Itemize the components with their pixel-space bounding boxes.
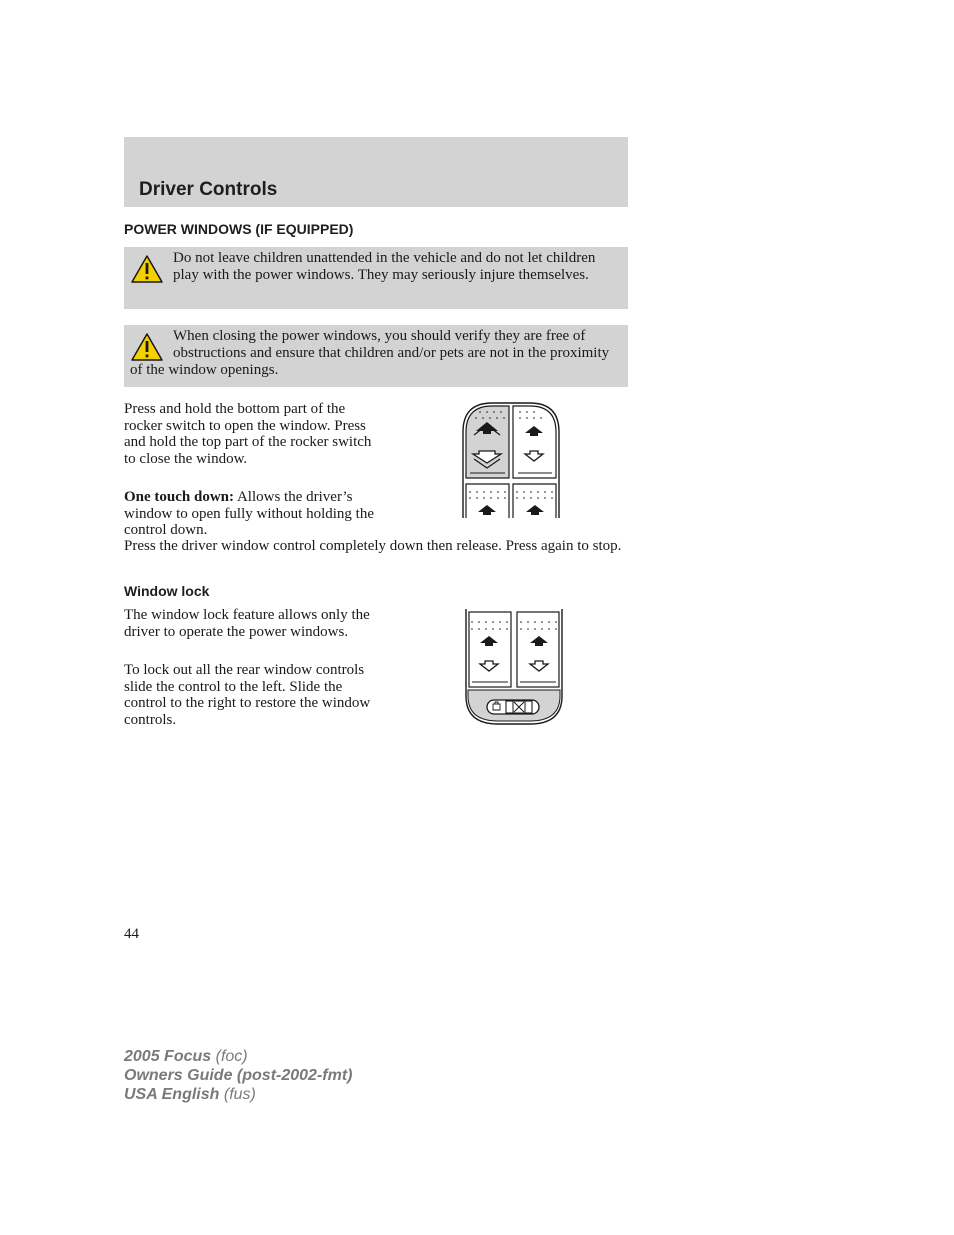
power-window-switch-illustration bbox=[462, 402, 560, 520]
one-touch-continuation: Press the driver window control completely down then release. Press again to stop. bbox=[124, 538, 622, 554]
page-title: Driver Controls bbox=[139, 179, 278, 200]
open-close-paragraph: Press and hold the bottom part of the rocker switch to open the window. Press and hold the top part of the rocker switch to close the window. bbox=[124, 401, 372, 467]
page-number: 44 bbox=[124, 926, 139, 942]
footer-language: USA English bbox=[124, 1086, 220, 1103]
warning-box-obstructions bbox=[124, 325, 628, 387]
window-lock-paragraph-2: To lock out all the rear window controls slide the control to the left. Slide the control to the right to restore the window controls. bbox=[124, 662, 371, 728]
one-touch-text: Allows the driver’s window to open fully without holding the control down. bbox=[124, 489, 374, 538]
header-band bbox=[124, 137, 628, 207]
warning-text: When closing the power windows, you should verify they are free of obstructions and ensure that children and/or pets are not in the proximity of the window openings. bbox=[130, 328, 610, 378]
section-title: POWER WINDOWS (IF EQUIPPED) bbox=[124, 221, 354, 237]
footer-guide: Owners Guide (post-2002-fmt) bbox=[124, 1067, 353, 1084]
warning-triangle-icon bbox=[130, 254, 164, 284]
warning-box-children bbox=[124, 247, 628, 309]
warning-triangle-icon bbox=[130, 332, 164, 362]
one-touch-label: One touch down: bbox=[124, 489, 235, 505]
window-lock-title: Window lock bbox=[124, 583, 210, 599]
footer-model-code: (foc) bbox=[215, 1048, 248, 1065]
warning-text: Do not leave children unattended in the vehicle and do not let children play with the power windows. They may seriously injure themselves. bbox=[173, 250, 596, 283]
window-lock-paragraph-1: The window lock feature allows only the driver to operate the power windows. bbox=[124, 607, 370, 640]
one-touch-paragraph bbox=[124, 489, 384, 539]
footer-model: 2005 Focus bbox=[124, 1048, 212, 1065]
footer-language-code: (fus) bbox=[223, 1086, 256, 1103]
footer bbox=[124, 1047, 352, 1104]
window-lock-switch-illustration bbox=[464, 608, 564, 726]
